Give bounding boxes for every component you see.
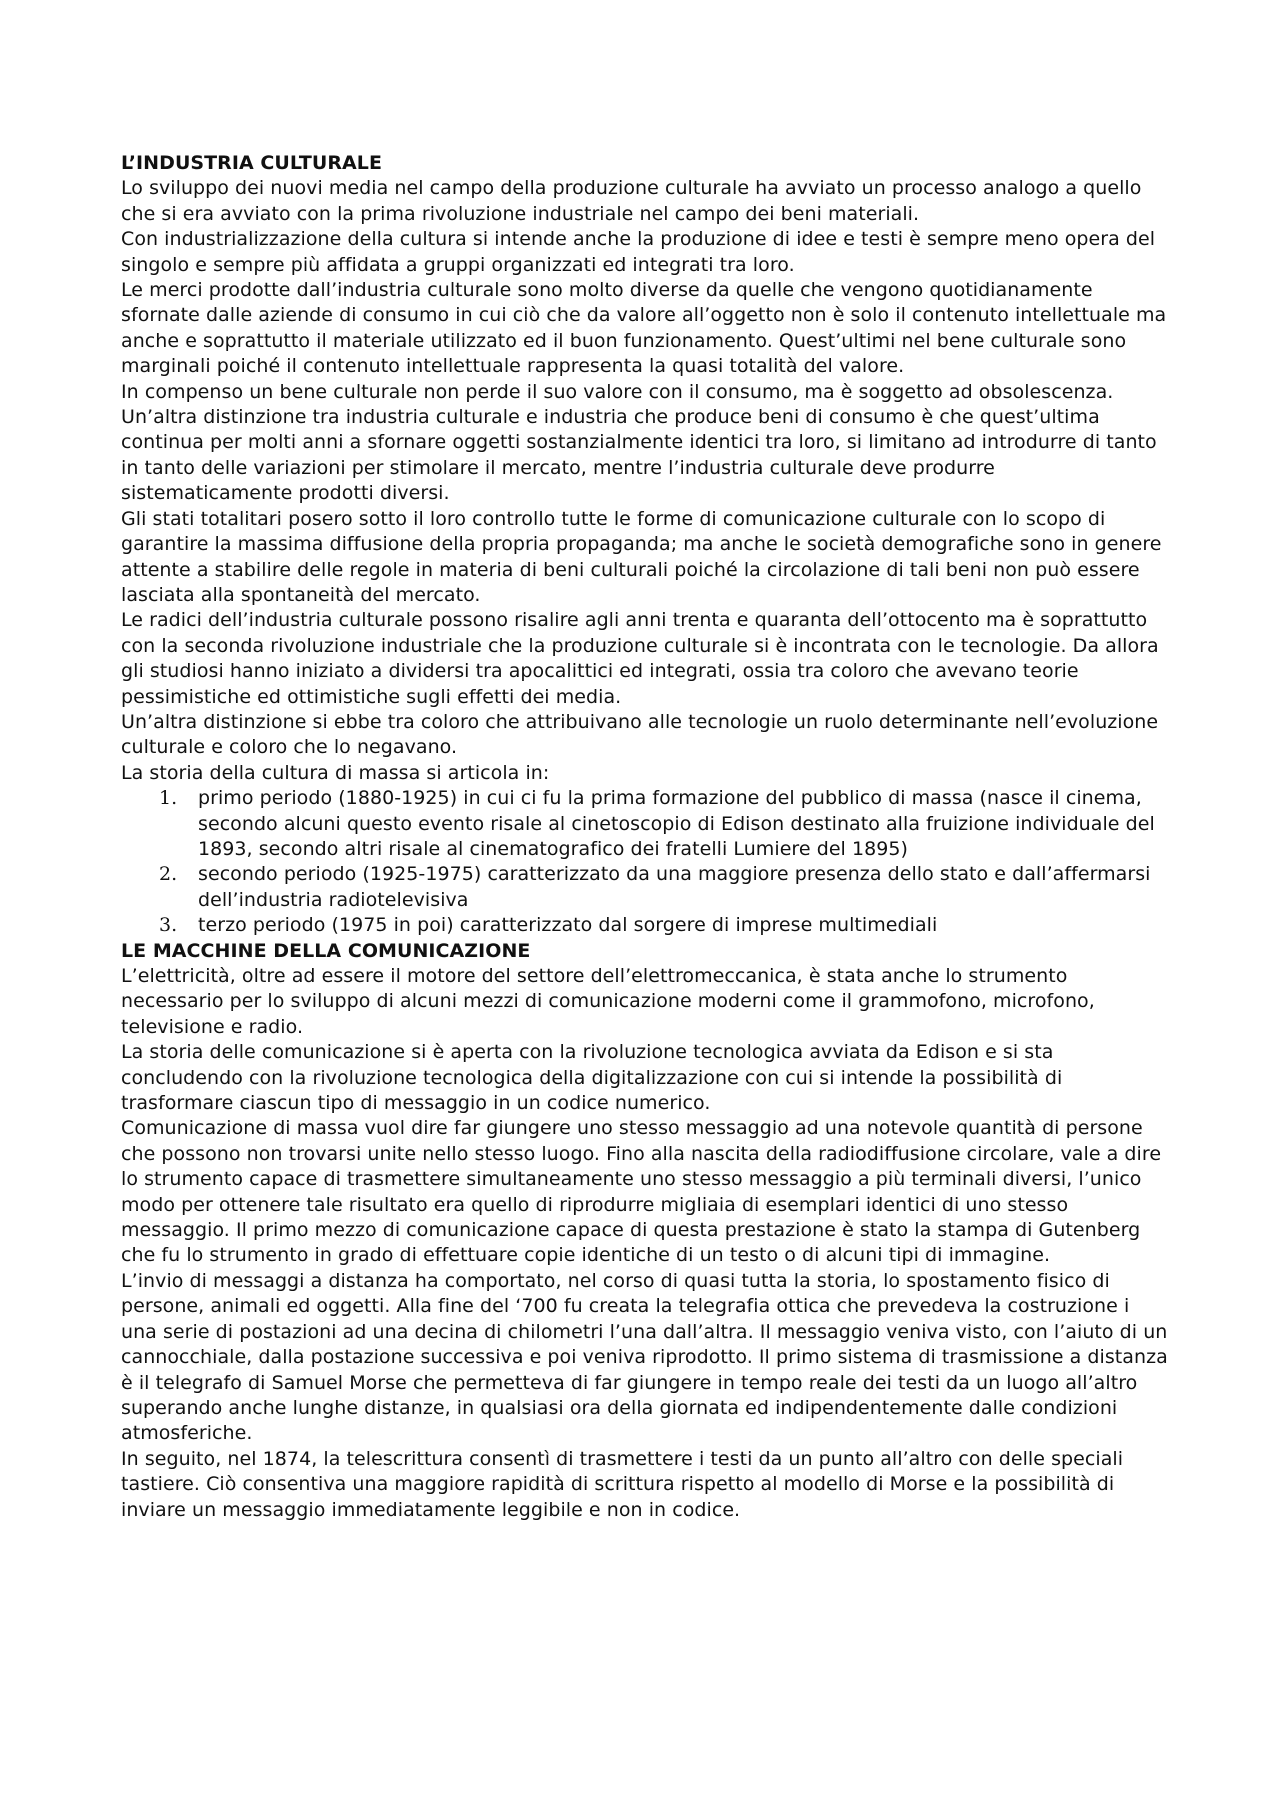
paragraph: Le merci prodotte dall’industria culturale sono molto diverse da quelle che vengono quotidianamente sfornate dalle aziende di consumo in cui ciò che da valore all’oggetto non è solo il contenuto intellettuale ma anche e soprattutto il materiale utilizzato ed il buon funzionamento. Quest’ultimi nel bene culturale sono marginali poiché il contenuto intellettuale rappresenta la quasi totalità del valore. <box>121 279 1167 378</box>
paragraph: Lo sviluppo dei nuovi media nel campo della produzione culturale ha avviato un processo analogo a quello che si era avviato con la prima rivoluzione industriale nel campo dei beni materiali. <box>121 177 1142 225</box>
list-item-number: 1. <box>159 787 178 810</box>
document-page <box>121 151 1171 1523</box>
paragraph: La storia delle comunicazione si è aperta con la rivoluzione tecnologica avviata da Edison e si sta concludendo con la rivoluzione tecnologica della digitalizzazione con cui si intende la possibilità di trasformare ciascun tipo di messaggio in un codice numerico. <box>121 1041 1063 1115</box>
paragraph: Le radici dell’industria culturale possono risalire agli anni trenta e quaranta dell’ottocento ma è soprattutto con la seconda rivoluzione industriale che la produzione culturale si è incontrata con le tecnologie. Da allora gli studiosi hanno iniziato a dividersi tra apocalittici ed integrati, ossia tra coloro che avevano teorie pessimistiche ed ottimistiche sugli effetti dei media. <box>121 609 1159 708</box>
paragraph: Comunicazione di massa vuol dire far giungere uno stesso messaggio ad una notevole quantità di persone che possono non trovarsi unite nello stesso luogo. Fino alla nascita della radiodiffusione circolare, vale a dire lo strumento capace di trasmettere simultaneamente uno stesso messaggio a più terminali diversi, l’unico modo per ottenere tale risultato era quello di riprodurre migliaia di esemplari identici di uno stesso messaggio. Il primo mezzo di comunicazione capace di questa prestazione è stato la stampa di Gutenberg che fu lo strumento in grado di effettuare copie identiche di un testo o di alcuni tipi di immagine. <box>121 1117 1162 1267</box>
paragraph: Con industrializzazione della cultura si intende anche la produzione di idee e testi è sempre meno opera del singolo e sempre più affidata a gruppi organizzati ed integrati tra loro. <box>121 228 1156 276</box>
list-item <box>121 862 1171 913</box>
list-item-number: 3. <box>159 914 178 937</box>
paragraph: L’invio di messaggi a distanza ha comportato, nel corso di quasi tutta la storia, lo spostamento fisico di persone, animali ed oggetti. Alla fine del ‘700 fu creata la telegrafia ottica che prevedeva la costruzione i una serie di postazioni ad una decina di chilometri l’una dall’altra. Il messaggio veniva visto, con l’aiuto di un cannocchiale, dalla postazione successiva e poi veniva riprodotto. Il primo sistema di trasmissione a distanza è il telegrafo di Samuel Morse che permetteva di far giungere in tempo reale dei testi da un luogo all’altro superando anche lunghe distanze, in qualsiasi ora della giornata ed indipendentemente dalle condizioni atmosferiche. <box>121 1269 1168 1445</box>
paragraph: In compenso un bene culturale non perde il suo valore con il consumo, ma è soggetto ad obsolescenza. Un’altra distinzione tra industria culturale e industria che produce beni di consumo è che quest’ultima continua per molti anni a sfornare oggetti sostanzialmente identici tra loro, si limitano ad introdurre di tanto in tanto delle variazioni per stimolare il mercato, mentre l’industria culturale deve produrre sistematicamente prodotti diversi. <box>121 380 1157 505</box>
list-item <box>121 786 1171 862</box>
section-title: L’INDUSTRIA CULTURALE <box>121 152 382 174</box>
list-item <box>121 913 1171 938</box>
paragraph: Gli stati totalitari posero sotto il loro controllo tutte le forme di comunicazione culturale con lo scopo di garantire la massima diffusione della propria propaganda; ma anche le società demografiche sono in genere attente a stabilire delle regole in materia di beni culturali poiché la circolazione di tali beni non può essere lasciata alla spontaneità del mercato. <box>121 507 1162 606</box>
paragraph: In seguito, nel 1874, la telescrittura consentì di trasmettere i testi da un punto all’altro con delle speciali tastiere. Ciò consentiva una maggiore rapidità di scrittura rispetto al modello di Morse e la possibilità di inviare un messaggio immediatamente leggibile e non in codice. <box>121 1447 1124 1521</box>
paragraph: La storia della cultura di massa si articola in: <box>121 761 550 784</box>
list-item-text: primo periodo (1880-1925) in cui ci fu la prima formazione del pubblico di massa (nasce il cinema, secondo alcuni questo evento risale al cinetoscopio di Edison destinato alla fruizione individuale del 1893, secondo altri risale al cinematografico dei fratelli Lumiere del 1895) <box>198 787 1155 860</box>
paragraph: L’elettricità, oltre ad essere il motore del settore dell’elettromeccanica, è stata anche lo strumento necessario per lo sviluppo di alcuni mezzi di comunicazione moderni come il grammofono, microfono, televisione e radio. <box>121 965 1095 1038</box>
list-item-text: terzo periodo (1975 in poi) caratterizzato dal sorgere di imprese multimediali <box>198 914 938 937</box>
list-item-text: secondo periodo (1925-1975) caratterizzato da una maggiore presenza dello stato e dall’affermarsi dell’industria radiotelevisiva <box>198 863 1151 911</box>
numbered-list <box>121 786 1171 938</box>
section-title: LE MACCHINE DELLA COMUNICAZIONE <box>121 939 531 962</box>
paragraph: Un’altra distinzione si ebbe tra coloro che attribuivano alle tecnologie un ruolo determinante nell’evoluzione culturale e coloro che lo negavano. <box>121 710 1159 759</box>
list-item-number: 2. <box>159 863 178 886</box>
